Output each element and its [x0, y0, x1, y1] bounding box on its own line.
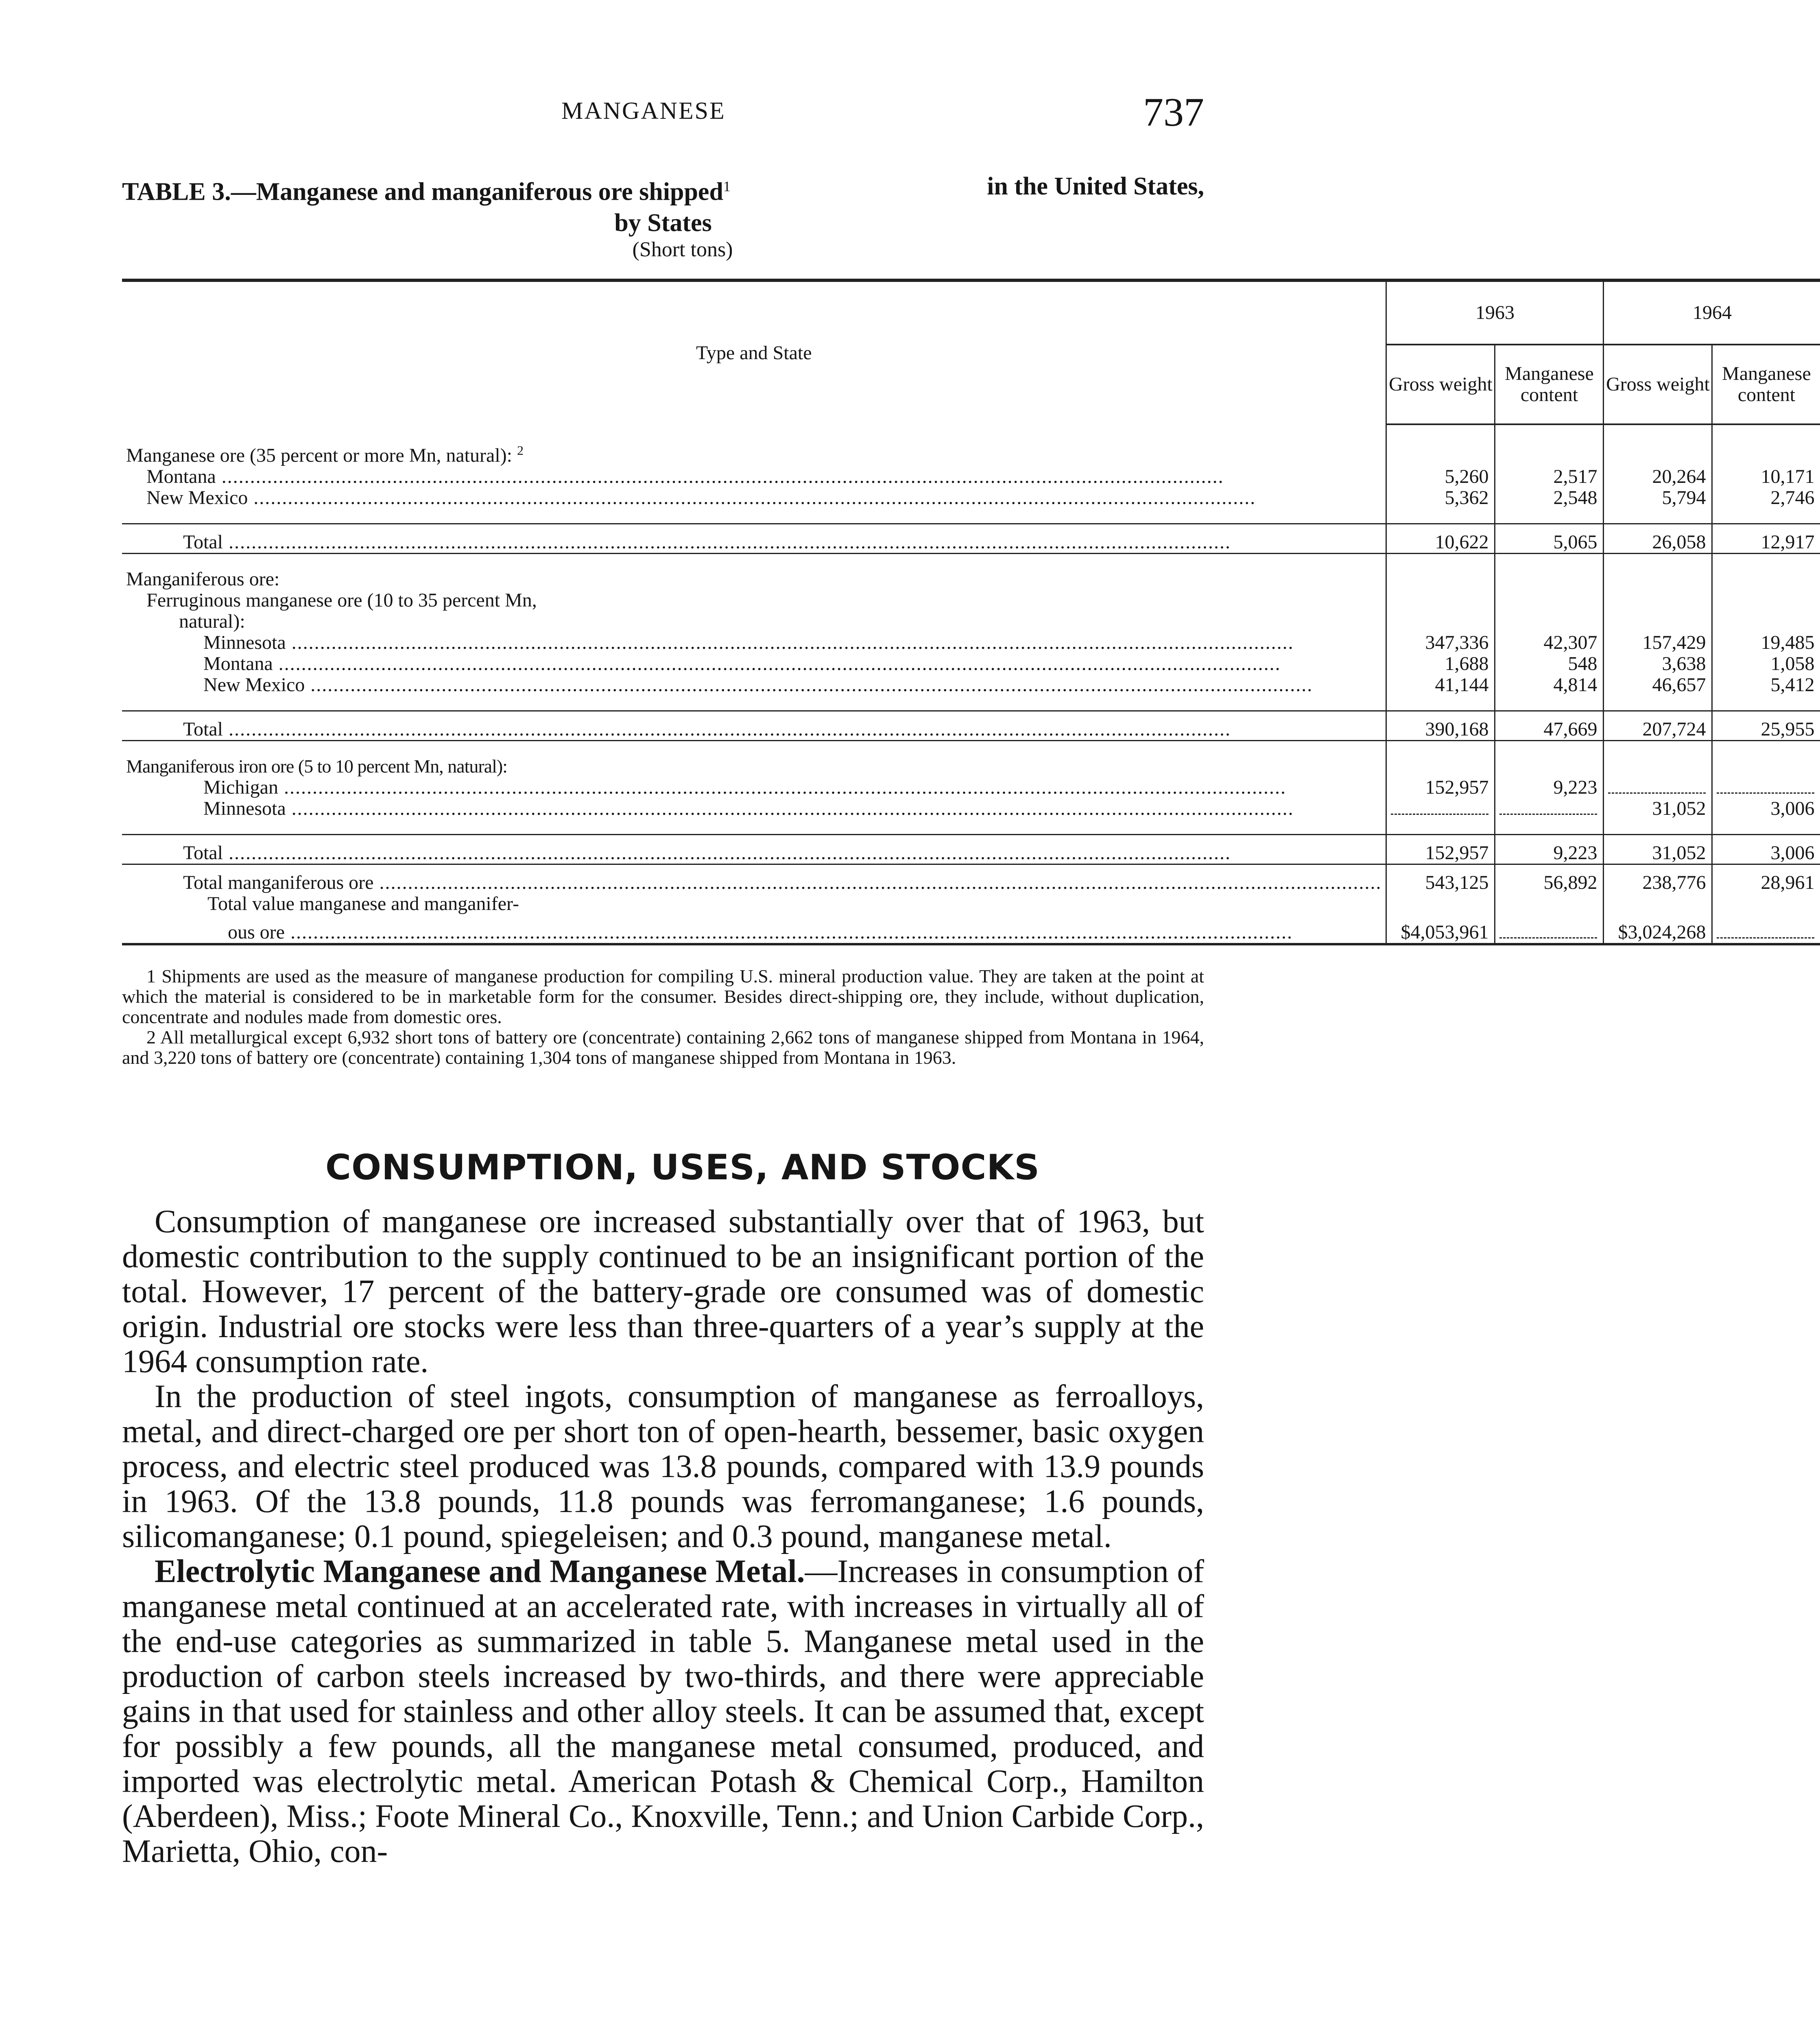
table-cell: 3,006 [1712, 798, 1820, 819]
body-text [122, 1204, 1204, 1869]
table-cell: 1,058 [1712, 653, 1820, 674]
row-label: Total manganiferous ore ..... [122, 864, 1386, 894]
table-cell: 47,669 [1495, 711, 1604, 741]
column-header-gross-weight-1963: Gross weight [1386, 345, 1495, 424]
section-label: Manganese ore (35 percent or more Mn, natural): $^2$ [126, 443, 524, 466]
row-label: Minnesota ..... [122, 798, 1386, 819]
table-footnotes [122, 966, 1204, 1068]
table-cell: $3,024,268 [1604, 914, 1712, 944]
table-cell: 238,776 [1604, 864, 1712, 894]
column-header-year-1963: 1963 [1386, 280, 1604, 345]
table-caption-right: in the United States, [987, 172, 1204, 200]
table-cell: 5,065 [1495, 524, 1604, 554]
table-cell: 207,724 [1604, 711, 1712, 741]
table-cell: 5,412 [1712, 674, 1820, 696]
table-cell: 152,957 [1386, 777, 1495, 798]
table-caption-line2: by States [614, 209, 712, 237]
table-row [122, 487, 1820, 508]
table-cell: 10,622 [1386, 524, 1495, 554]
table-cell: 152,957 [1386, 835, 1495, 864]
table-cell: 25,955 [1712, 711, 1820, 741]
run-in-heading: Electrolytic Manganese and Manganese Metal. [155, 1554, 805, 1589]
table-cell: 28,961 [1712, 864, 1820, 894]
table-row [122, 798, 1820, 819]
subsection-row [122, 611, 1820, 632]
table-caption [122, 171, 1204, 238]
row-label: Total ..... [122, 711, 1386, 741]
table-cell-empty [1495, 798, 1604, 819]
table-cell: 4,814 [1495, 674, 1604, 696]
table-cell: 2,517 [1495, 466, 1604, 487]
total-row [122, 524, 1820, 554]
table-cell: 5,260 [1386, 466, 1495, 487]
table-cell: 9,223 [1495, 777, 1604, 798]
subsection-label: natural): [179, 611, 245, 632]
table-cell: 31,052 [1604, 798, 1712, 819]
paragraph: Consumption of manganese ore increased substantially over that of 1963, but domestic contribution to the supply continued to be an insignificant portion of the total. However, 17 percent of the battery-grade ore consumed was of domestic origin. Industrial ore stocks were less than three-quarters of a year’s supply at the 1964 consumption rate. [122, 1204, 1204, 1379]
subsection-label: Manganiferous iron ore (5 to 10 percent Mn, natural): [126, 756, 507, 777]
shipments-table [122, 279, 1820, 945]
table-cell-empty [1712, 777, 1820, 798]
section-row-manganese-ore [122, 440, 1820, 466]
table-cell: 12,917 [1712, 524, 1820, 554]
row-label: Total ..... [122, 524, 1386, 554]
running-head: MANGANESE [561, 97, 726, 124]
column-header-year-1964: 1964 [1604, 280, 1820, 345]
table-cell: 157,429 [1604, 632, 1712, 653]
table-caption-left: TABLE 3.—Manganese and manganiferous ore shipped$^1$ [122, 178, 731, 206]
table-cell-empty [1386, 798, 1495, 819]
table-cell: 41,144 [1386, 674, 1495, 696]
table-cell: 3,006 [1712, 835, 1820, 864]
table-unit: (Short tons) [632, 238, 733, 261]
table-row [122, 466, 1820, 487]
row-label: ous ore ..... [122, 914, 1386, 944]
total-row [122, 711, 1820, 741]
table-cell: 9,223 [1495, 835, 1604, 864]
footnote-mark: 1 [723, 178, 731, 194]
row-label: Minnesota ..... [122, 632, 1386, 653]
section-label: Manganiferous ore: [126, 568, 280, 590]
table-cell: 2,548 [1495, 487, 1604, 508]
table-cell: 26,058 [1604, 524, 1712, 554]
row-label: New Mexico ..... [122, 674, 1386, 696]
table-cell-empty [1712, 914, 1820, 944]
table-row [122, 674, 1820, 696]
subsection-row [122, 590, 1820, 611]
table-cell: 46,657 [1604, 674, 1712, 696]
footnote-mark: 2 [517, 443, 524, 458]
page-number: 737 [1143, 89, 1204, 135]
row-label: Montana ..... [122, 653, 1386, 674]
row-label: Total ..... [122, 835, 1386, 864]
row-label: New Mexico ..... [122, 487, 1386, 508]
table-cell: 19,485 [1712, 632, 1820, 653]
table-cell: 347,336 [1386, 632, 1495, 653]
table-cell: 56,892 [1495, 864, 1604, 894]
table-cell: 548 [1495, 653, 1604, 674]
subsection-label: Ferruginous manganese ore (10 to 35 percent Mn, [146, 589, 537, 611]
table-cell: 10,171 [1712, 466, 1820, 487]
subsection-row [122, 893, 1820, 914]
table-row [122, 632, 1820, 653]
section-heading: CONSUMPTION, USES, AND STOCKS [325, 1147, 1040, 1188]
paragraph [122, 1554, 1204, 1869]
section-row-manganiferous-ore [122, 569, 1820, 590]
paragraph-text: —Increases in consumption of manganese metal continued at an accelerated rate, with increases in virtually all of the end-use categories as summarized in table 5. Manganese metal used in the production of carbon steels increased by two-thirds, and there were appreciable gains in that used for stainless and other alloy steels. It can be assumed that, except for possibly a few pounds, all the manganese metal consumed, produced, and imported was electrolytic metal. American Potash & Chemical Corp., Hamilton (Aberdeen), Miss.; Foote Mineral Co., Knoxville, Tenn.; and Union Carbide Corp., Marietta, Ohio, con- [122, 1554, 1205, 1869]
column-header-manganese-content-1964: Manganese content [1712, 345, 1820, 424]
row-label: Montana ..... [122, 466, 1386, 487]
column-header-gross-weight-1964: Gross weight [1604, 345, 1712, 424]
total-row [122, 835, 1820, 864]
table-cell: 1,688 [1386, 653, 1495, 674]
table-cell: 543,125 [1386, 864, 1495, 894]
footnote-1: 1 Shipments are used as the measure of manganese production for compiling U.S. mineral production value. They are taken at the point at which the material is considered to be in marketable form for the consumer. Besides direct-shipping ore, they include, without duplication, concentrate and nodules made from domestic ores. [122, 966, 1204, 1027]
table-cell: 31,052 [1604, 835, 1712, 864]
row-label: Michigan ..... [122, 777, 1386, 798]
table-cell: 2,746 [1712, 487, 1820, 508]
grand-total-row [122, 864, 1820, 894]
row-label: Total value manganese and manganifer- [207, 893, 519, 914]
table-cell: 390,168 [1386, 711, 1495, 741]
table-cell: 42,307 [1495, 632, 1604, 653]
subsection-row [122, 756, 1820, 777]
column-header-manganese-content-1963: Manganese content [1495, 345, 1604, 424]
table-row [122, 777, 1820, 798]
total-value-row [122, 914, 1820, 944]
table-cell: 3,638 [1604, 653, 1712, 674]
table-cell: $4,053,961 [1386, 914, 1495, 944]
column-header-type-and-state: Type and State [122, 280, 1386, 424]
table-cell-empty [1604, 777, 1712, 798]
paragraph: In the production of steel ingots, consumption of manganese as ferroalloys, metal, and direct-charged ore per short ton of open-hearth, bessemer, basic oxygen process, and electric steel produced was 13.8 pounds, compared with 13.9 pounds in 1963. Of the 13.8 pounds, 11.8 pounds was ferromanganese; 1.6 pounds, silicomanganese; 0.1 pound, spiegeleisen; and 0.3 pound, manganese metal. [122, 1379, 1204, 1554]
table-cell: 5,362 [1386, 487, 1495, 508]
footnote-2: 2 All metallurgical except 6,932 short tons of battery ore (concentrate) containing 2,662 tons of manganese shipped from Montana in 1964, and 3,220 tons of battery ore (concentrate) containing 1,304 tons of manganese shipped from Montana in 1963. [122, 1027, 1204, 1068]
table-cell-empty [1495, 914, 1604, 944]
table-cell: 5,794 [1604, 487, 1712, 508]
table-row [122, 653, 1820, 674]
table-cell: 20,264 [1604, 466, 1712, 487]
